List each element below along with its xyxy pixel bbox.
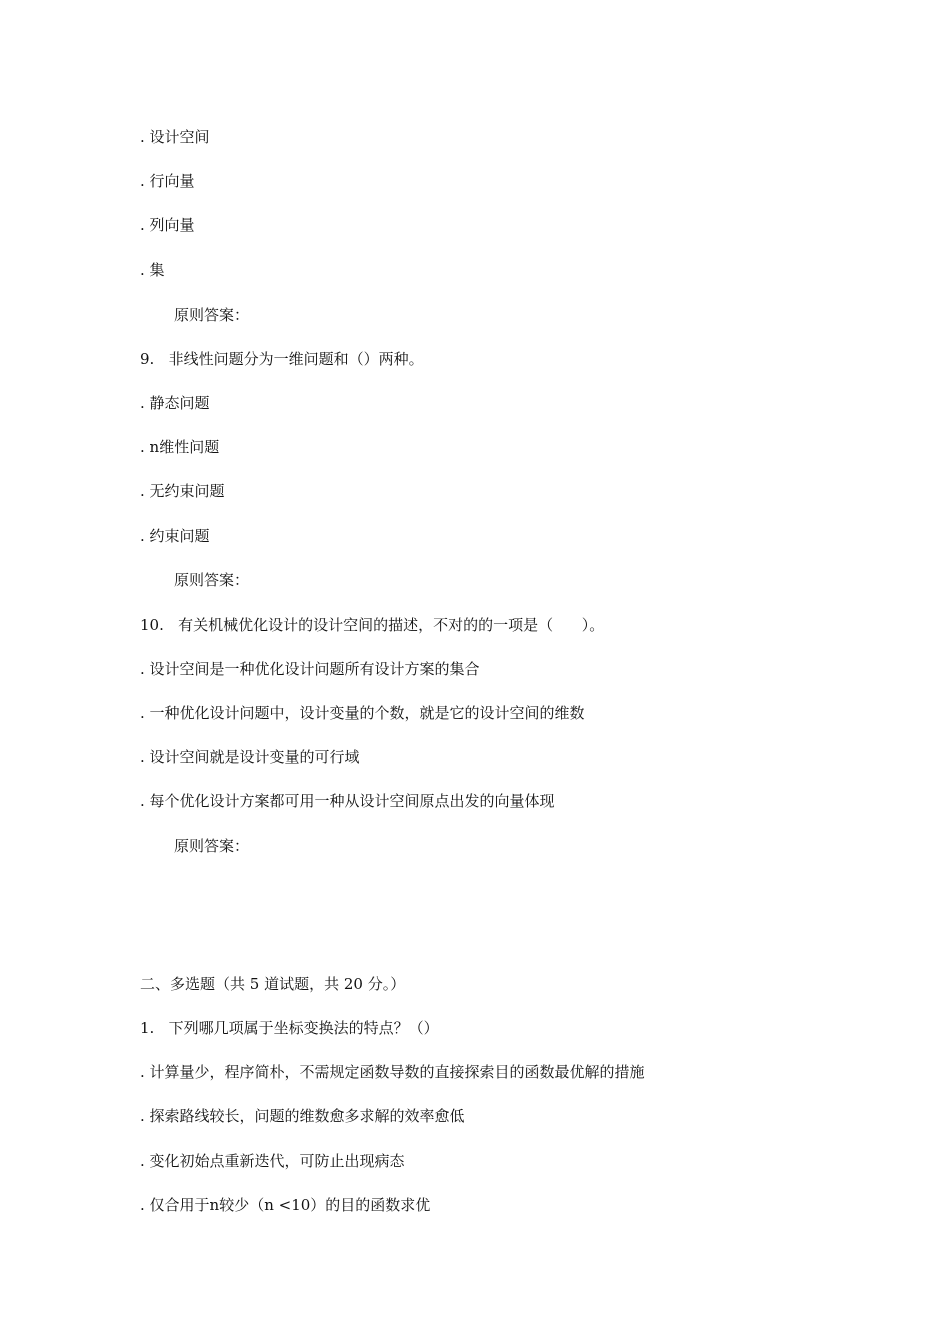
s2-q1-option-d: . 仅合用于n较少（n <10）的目的函数求优 xyxy=(140,1196,431,1214)
q9-answer-label: 原则答案： xyxy=(174,571,250,589)
s2-q1-question: 1. 下列哪几项属于坐标变换法的特点？（） xyxy=(140,1019,439,1037)
q9-option-c: . 无约束问题 xyxy=(140,482,225,500)
q10-option-d: . 每个优化设计方案都可用一种从设计空间原点出发的向量体现 xyxy=(140,792,555,810)
q9-option-a: . 静态问题 xyxy=(140,394,210,412)
q9-option-d: . 约束问题 xyxy=(140,527,210,545)
section-heading: 二、多选题（共 5 道试题，共 20 分。） xyxy=(140,975,406,993)
q8-option-c: . 列向量 xyxy=(140,216,195,234)
q8-option-a: . 设计空间 xyxy=(140,128,210,146)
q9-question: 9. 非线性问题分为一维问题和（）两种。 xyxy=(140,350,424,368)
s2-q1-option-a: . 计算量少，程序简朴，不需规定函数导数的直接探索目的函数最优解的措施 xyxy=(140,1063,645,1081)
s2-q1-option-c: . 变化初始点重新迭代，可防止出现病态 xyxy=(140,1152,405,1170)
q10-option-b: . 一种优化设计问题中，设计变量的个数，就是它的设计空间的维数 xyxy=(140,704,585,722)
q10-question: 10. 有关机械优化设计的设计空间的描述，不对的的一项是（ ）。 xyxy=(140,616,605,634)
q9-option-b: . n维性问题 xyxy=(140,438,220,456)
q10-answer-label: 原则答案： xyxy=(174,837,250,855)
q8-answer-label: 原则答案： xyxy=(174,306,250,324)
q10-option-a: . 设计空间是一种优化设计问题所有设计方案的集合 xyxy=(140,660,480,678)
q8-option-b: . 行向量 xyxy=(140,172,195,190)
s2-q1-option-b: . 探索路线较长，问题的维数愈多求解的效率愈低 xyxy=(140,1107,465,1125)
q8-option-d: . 集 xyxy=(140,261,165,279)
q10-option-c: . 设计空间就是设计变量的可行域 xyxy=(140,748,360,766)
